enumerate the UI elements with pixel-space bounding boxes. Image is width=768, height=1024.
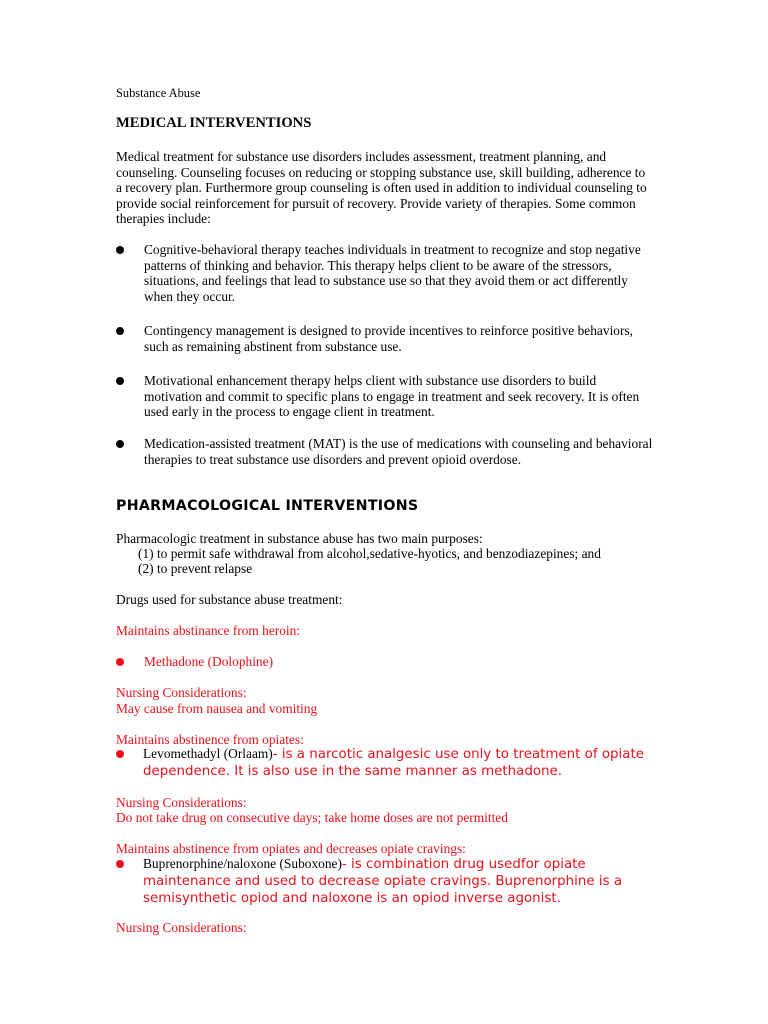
list-item-text: Contingency management is designed to provide incentives to reinforce positive behaviors, such as remaining abstinent from substance use. — [144, 323, 634, 354]
list-item — [116, 242, 656, 304]
list-item — [116, 856, 656, 907]
opiates-subheading: Maintains abstinence from opiates: — [116, 732, 304, 747]
purposes-intro: Pharmacologic treatment in substance abuse has two main purposes: — [116, 531, 483, 546]
list-item — [116, 323, 656, 354]
bullet-icon — [116, 658, 124, 666]
list-item-text — [143, 746, 656, 781]
bullet-icon — [116, 750, 124, 758]
medical-interventions-heading: MEDICAL INTERVENTIONS — [116, 115, 312, 131]
list-item-text: Medication-assisted treatment (MAT) is the use of medications with counseling and behavioral therapies to treat substance use disorders and prevent opioid overdose. — [144, 436, 653, 467]
drug-name: Buprenorphine/naloxone (Suboxone) — [143, 856, 342, 871]
list-item-text — [143, 856, 656, 907]
document-header-title: Substance Abuse — [116, 86, 201, 100]
list-item-text: Cognitive-behavioral therapy teaches individuals in treatment to recognize and stop negative patterns of thinking and behavior. This therapy helps client to be aware of the stressors, situations, and feelings that lead to substance use so that they avoid them or act differently when they occur. — [144, 242, 641, 304]
drug-name: Levomethadyl (Orlaam) — [143, 746, 273, 761]
nursing-considerations-label: Nursing Considerations: — [116, 685, 247, 700]
purpose-item: (2) to prevent relapse — [138, 561, 253, 576]
drug-name: Methadone (Dolophine) — [144, 654, 274, 669]
bullet-icon — [116, 860, 124, 868]
list-item — [116, 373, 656, 420]
nursing-considerations-text: May cause from nausea and vomiting — [116, 701, 318, 716]
cravings-subheading: Maintains abstinence from opiates and decreases opiate cravings: — [116, 841, 466, 856]
medical-intro-paragraph: Medical treatment for substance use disorders includes assessment, treatment planning, and counseling. Counseling focuses on reducing or stopping substance use, skill building, adherence to a recovery plan. Furthermore group counseling is often used in addition to individual counseling to provide social reinforcement for pursuit of recovery. Provide variety of therapies. Some common therapies include: — [116, 149, 647, 227]
bullet-icon — [116, 246, 124, 254]
nursing-considerations-text: Do not take drug on consecutive days; take home doses are not permitted — [116, 810, 508, 825]
heroin-subheading: Maintains abstinance from heroin: — [116, 623, 301, 638]
list-item — [116, 746, 656, 781]
nursing-considerations-label: Nursing Considerations: — [116, 795, 247, 810]
bullet-icon — [116, 440, 124, 448]
list-item-text: Motivational enhancement therapy helps client with substance use disorders to build motivation and commit to specific plans to engage in treatment and seek recovery. It is often used early in the process to engage client in treatment. — [144, 373, 640, 420]
bullet-icon — [116, 327, 124, 335]
drug-description: - is combination drug usedfor opiate maintenance and used to decrease opiate cravings. Buprenorphine is a semisynthetic opiod and naloxone is an opiod inverse agonist. — [143, 857, 623, 906]
bullet-icon — [116, 377, 124, 385]
list-item — [116, 436, 656, 467]
purpose-item: (1) to permit safe withdrawal from alcohol,sedative-hyotics, and benzodiazepines; and — [138, 546, 601, 561]
nursing-considerations-label: Nursing Considerations: — [116, 920, 247, 935]
drugs-intro: Drugs used for substance abuse treatment: — [116, 592, 343, 607]
list-item — [116, 654, 656, 670]
drug-description: - is a narcotic analgesic use only to treatment of opiate dependence. It is also use in the same manner as methadone. — [143, 747, 644, 779]
pharmacological-interventions-heading: PHARMACOLOGICAL INTERVENTIONS — [116, 498, 419, 514]
